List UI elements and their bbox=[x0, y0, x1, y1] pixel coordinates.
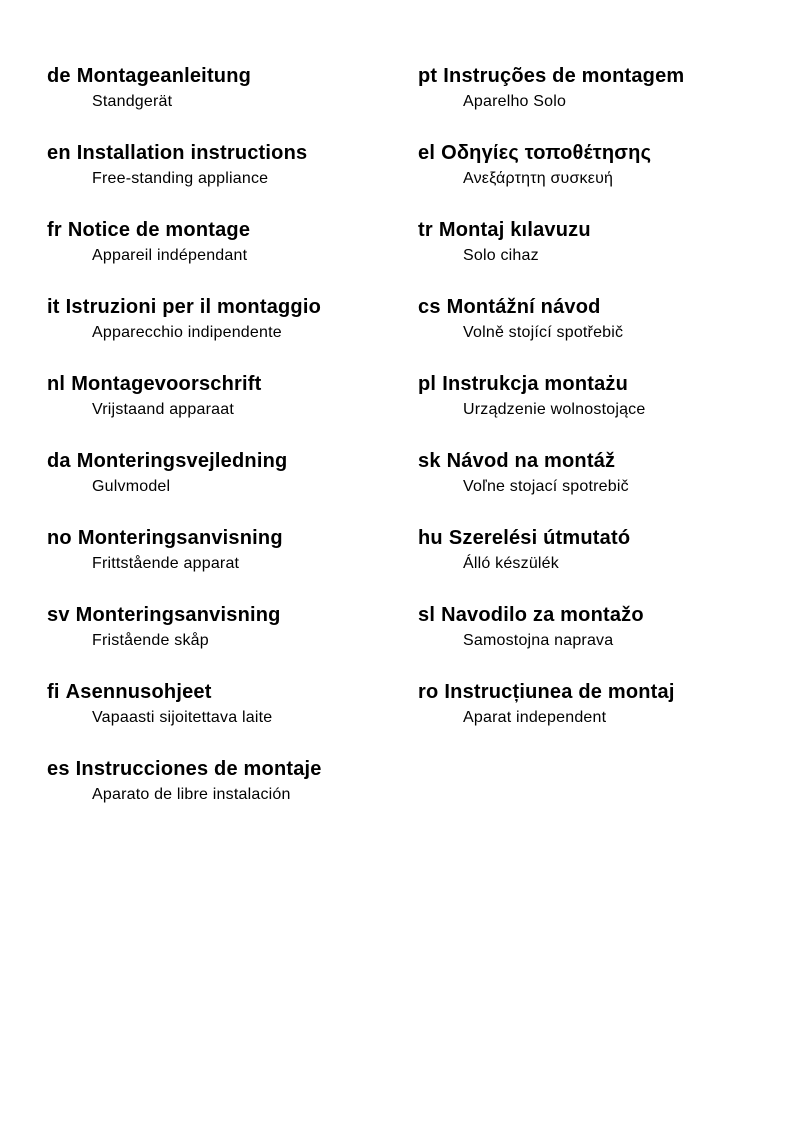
entry-title: Monteringsvejledning bbox=[76, 450, 288, 472]
language-code: no bbox=[47, 527, 72, 549]
language-code: sl bbox=[418, 604, 436, 626]
entry-subtitle: Frittstående apparat bbox=[92, 555, 240, 572]
entry-subtitle: Apparecchio indipendente bbox=[92, 324, 282, 341]
entry-title: Navodilo za montažo bbox=[441, 604, 644, 626]
language-code: fr bbox=[47, 219, 62, 241]
entry-subtitle: Aparato de libre instalación bbox=[92, 786, 291, 803]
language-code: sv bbox=[47, 604, 70, 626]
entry-title: Monteringsanvisning bbox=[77, 527, 283, 549]
language-column-right bbox=[418, 62, 802, 832]
language-code: fi bbox=[47, 681, 60, 703]
language-entry bbox=[47, 139, 418, 191]
language-code: hu bbox=[418, 527, 443, 549]
language-entry bbox=[418, 139, 802, 191]
language-entry bbox=[47, 755, 418, 807]
entry-title-line bbox=[47, 293, 418, 321]
language-entry bbox=[418, 524, 802, 576]
entry-title-line bbox=[418, 216, 802, 244]
language-code: sk bbox=[418, 450, 441, 472]
entry-title-line bbox=[418, 447, 802, 475]
entry-subtitle: Álló készülék bbox=[463, 555, 559, 572]
entry-title: Istruzioni per il montaggio bbox=[65, 296, 322, 318]
entry-subtitle: Ανεξάρτητη συσκευή bbox=[463, 170, 614, 187]
entry-title: Installation instructions bbox=[76, 142, 308, 164]
language-entry bbox=[47, 62, 418, 114]
language-column-left bbox=[47, 62, 418, 832]
entry-title: Instrucciones de montaje bbox=[75, 758, 322, 780]
language-entry bbox=[418, 293, 802, 345]
entry-title: Instrukcja montażu bbox=[442, 373, 629, 395]
entry-subtitle: Aparelho Solo bbox=[463, 93, 567, 110]
entry-title: Montagevoorschrift bbox=[71, 373, 262, 395]
entry-title-line bbox=[47, 678, 418, 706]
entry-subtitle: Volně stojící spotřebič bbox=[463, 324, 624, 341]
language-entry bbox=[47, 293, 418, 345]
entry-title: Návod na montáž bbox=[446, 450, 616, 472]
language-code: es bbox=[47, 758, 70, 780]
entry-title-line bbox=[47, 139, 418, 167]
language-entry bbox=[47, 678, 418, 730]
language-code: de bbox=[47, 65, 71, 87]
entry-subtitle: Samostojna naprava bbox=[463, 632, 614, 649]
language-code: el bbox=[418, 142, 436, 164]
entry-subtitle: Standgerät bbox=[92, 93, 173, 110]
entry-title-line bbox=[418, 139, 802, 167]
entry-title-line bbox=[418, 678, 802, 706]
entry-title: Szerelési útmutató bbox=[448, 527, 631, 549]
language-code: cs bbox=[418, 296, 441, 318]
entry-title-line bbox=[418, 370, 802, 398]
entry-title: Monteringsanvisning bbox=[75, 604, 281, 626]
entry-title-line bbox=[418, 601, 802, 629]
entry-title-line bbox=[47, 216, 418, 244]
language-code: pt bbox=[418, 65, 438, 87]
entry-subtitle: Fristående skåp bbox=[92, 632, 209, 649]
language-code: da bbox=[47, 450, 71, 472]
language-entry bbox=[418, 62, 802, 114]
language-code: en bbox=[47, 142, 71, 164]
language-code: ro bbox=[418, 681, 439, 703]
entry-subtitle: Urządzenie wolnostojące bbox=[463, 401, 646, 418]
entry-title-line bbox=[418, 293, 802, 321]
entry-title: Instrucțiunea de montaj bbox=[444, 681, 675, 703]
language-entry bbox=[47, 524, 418, 576]
entry-title-line bbox=[47, 524, 418, 552]
entry-title-line bbox=[418, 62, 802, 90]
entry-title-line bbox=[418, 524, 802, 552]
language-entry bbox=[418, 447, 802, 499]
language-entry bbox=[47, 370, 418, 422]
language-entry bbox=[418, 678, 802, 730]
entry-title: Montageanleitung bbox=[76, 65, 252, 87]
language-entry bbox=[418, 601, 802, 653]
entry-title: Οδηγίες τοποθέτησης bbox=[441, 142, 652, 164]
entry-subtitle: Gulvmodel bbox=[92, 478, 171, 495]
language-entry bbox=[418, 370, 802, 422]
language-entry bbox=[47, 447, 418, 499]
language-code: nl bbox=[47, 373, 66, 395]
language-code: it bbox=[47, 296, 60, 318]
entry-title: Instruções de montagem bbox=[443, 65, 685, 87]
entry-title-line bbox=[47, 370, 418, 398]
entry-title: Notice de montage bbox=[67, 219, 251, 241]
entry-subtitle: Vapaasti sijoitettava laite bbox=[92, 709, 273, 726]
entry-subtitle: Vrijstaand apparaat bbox=[92, 401, 234, 418]
entry-title-line bbox=[47, 62, 418, 90]
entry-subtitle: Voľne stojací spotrebič bbox=[463, 478, 629, 495]
entry-title: Montaj kılavuzu bbox=[438, 219, 591, 241]
entry-subtitle: Free-standing appliance bbox=[92, 170, 269, 187]
entry-subtitle: Solo cihaz bbox=[463, 247, 539, 264]
entry-title-line bbox=[47, 601, 418, 629]
language-entry bbox=[47, 601, 418, 653]
entry-title: Asennusohjeet bbox=[65, 681, 212, 703]
entry-subtitle: Aparat independent bbox=[463, 709, 607, 726]
language-entry bbox=[418, 216, 802, 268]
language-code: pl bbox=[418, 373, 437, 395]
language-code: tr bbox=[418, 219, 433, 241]
entry-subtitle: Appareil indépendant bbox=[92, 247, 248, 264]
entry-title-line bbox=[47, 755, 418, 783]
entry-title-line bbox=[47, 447, 418, 475]
entry-title: Montážní návod bbox=[446, 296, 601, 318]
language-entry bbox=[47, 216, 418, 268]
